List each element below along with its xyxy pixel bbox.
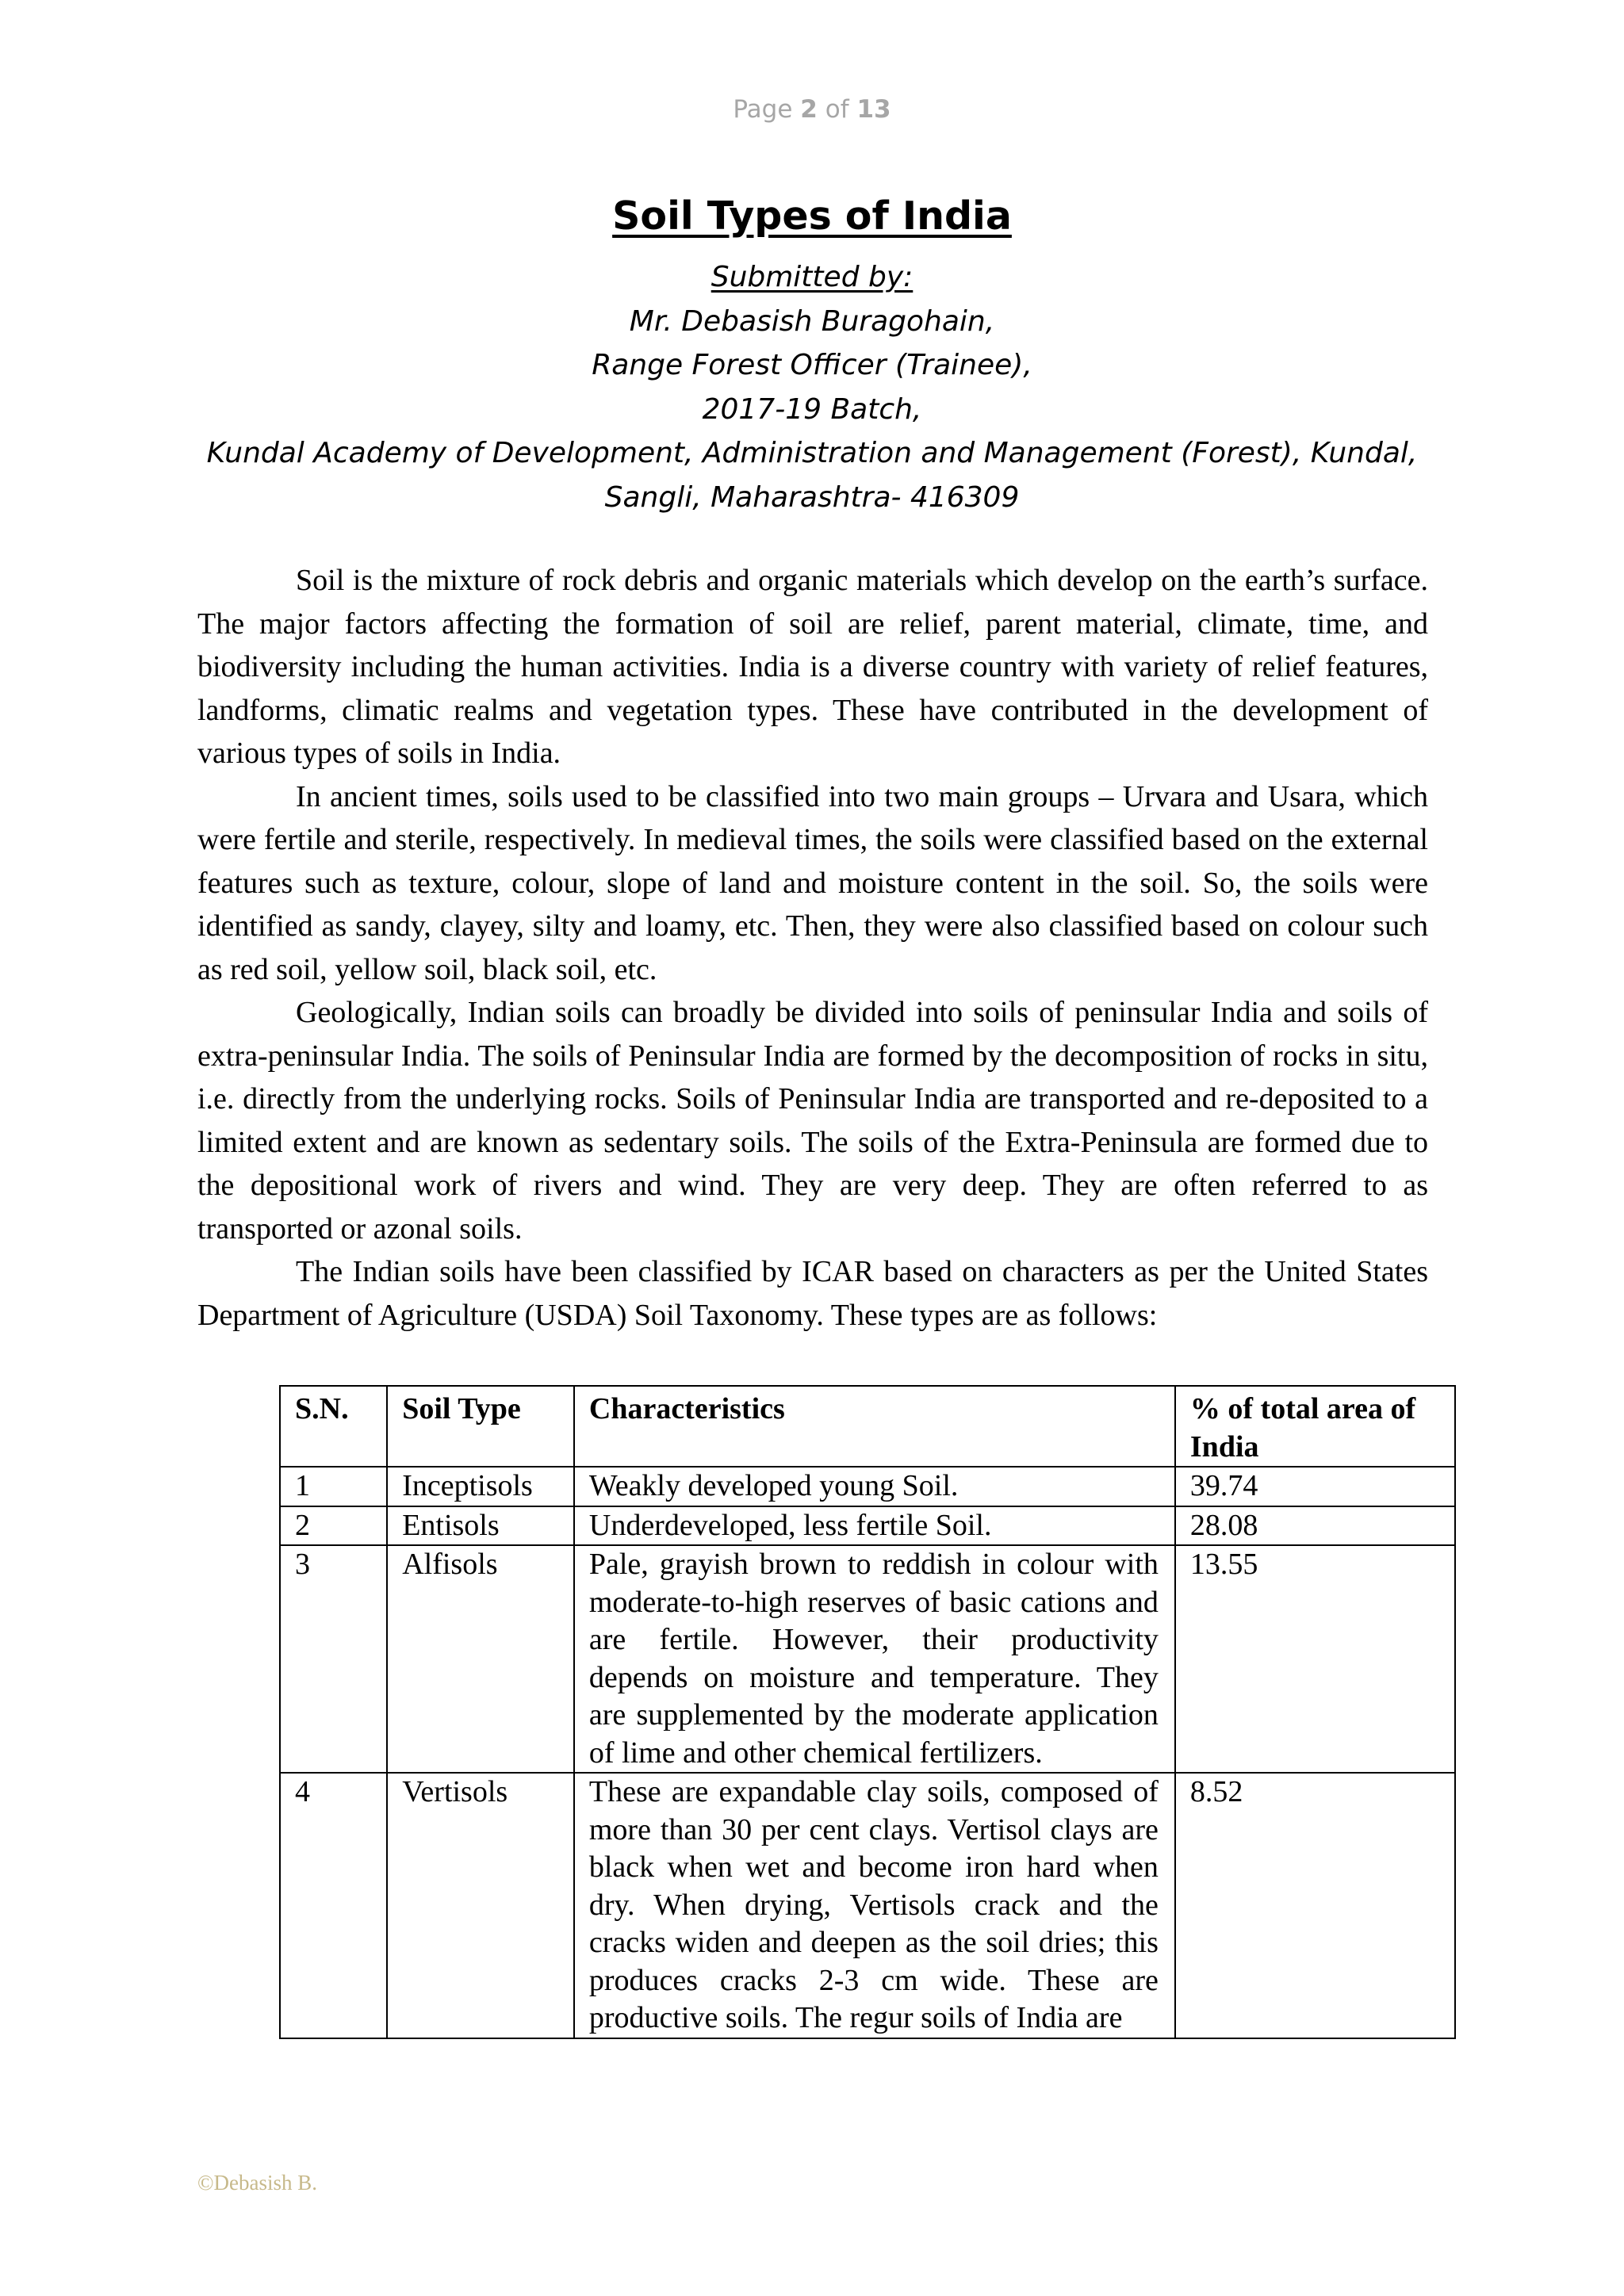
paragraph: In ancient times, soils used to be classified into two main groups – Urvara and Usara, which were fertile and sterile, respectively. In medieval times, the soils were classified based on the external features such as texture, colour, slope of land and moisture content in the soil. So, the soils were identified as sandy, clayey, silty and loamy, etc. Then, they were also classified based on colour such as red soil, yellow soil, black soil, etc. [197,779,1428,986]
cell-soil-type: Alfisols [387,1545,574,1773]
paragraph: The Indian soils have been classified by ICAR based on characters as per the United States Department of Agriculture (USDA) Soil Taxonomy. These types are as follows: [197,1255,1428,1332]
cell-sn: 1 [280,1467,387,1506]
cell-percent: 28.08 [1175,1506,1455,1546]
paragraph: Geologically, Indian soils can broadly be divided into soils of peninsular India and soils of extra-peninsular India. The soils of Peninsular India are formed by the decomposition of rocks in situ, i.e. directly from the underlying rocks. Soils of Peninsular India are transported and re-deposited to a limited extent and are known as sedentary soils. The soils of the Extra-Peninsula are formed due to the depositional work of rivers and wind. They are very deep. They are often referred to as transported or azonal soils. [197,996,1428,1246]
cell-sn: 4 [280,1773,387,2038]
submitted-by-label: Submitted by: [710,261,914,293]
cell-soil-type: Entisols [387,1506,574,1546]
author-block [0,255,1624,519]
document-title: Soil Types of India [612,193,1012,239]
table-header-row [280,1386,1455,1467]
copyright-footer: ©Debasish B. [197,2171,318,2195]
header-sn: S.N. [280,1386,387,1467]
cell-sn: 2 [280,1506,387,1546]
cell-soil-type: Inceptisols [387,1467,574,1506]
cell-characteristics: Underdeveloped, less fertile Soil. [574,1506,1175,1546]
author-batch: 2017-19 Batch, [702,392,922,426]
author-address: Sangli, Maharashtra- 416309 [604,480,1020,514]
page-separator: of [825,95,849,124]
table-row [280,1467,1455,1506]
author-institution: Kundal Academy of Development, Administration and Management (Forest), Kundal, [206,437,1418,469]
table-row [280,1545,1455,1773]
header-characteristics: Characteristics [574,1386,1175,1467]
total-pages: 13 [856,95,891,124]
cell-characteristics: These are expandable clay soils, composed of more than 30 per cent clays. Vertisol clays are black when wet and become iron hard when dry. When drying, Vertisols crack and the cracks widen and deepen as the soil dries; this produces cracks 2-3 cm wide. These are productive soils. The regur soils of India are [574,1773,1175,2038]
soil-types-table [279,1385,1456,2039]
cell-percent: 39.74 [1175,1467,1455,1506]
header-percent-area: % of total area of India [1175,1386,1455,1467]
paragraph: Soil is the mixture of rock debris and organic materials which develop on the earth’s surface. The major factors affecting the formation of soil are relief, parent material, climate, time, and biodiversity including the human activities. India is a diverse country with variety of relief features, landforms, climatic realms and vegetation types. These have contributed in the development of various types of soils in India. [197,564,1428,770]
header-soil-type: Soil Type [387,1386,574,1467]
cell-characteristics: Weakly developed young Soil. [574,1467,1175,1506]
cell-sn: 3 [280,1545,387,1773]
table-row [280,1773,1455,2038]
page-number [0,95,1624,124]
cell-soil-type: Vertisols [387,1773,574,2038]
body-text [197,559,1428,1337]
cell-percent: 8.52 [1175,1773,1455,2038]
cell-percent: 13.55 [1175,1545,1455,1773]
current-page: 2 [800,95,818,124]
author-name: Mr. Debasish Buragohain, [629,304,995,338]
table-row [280,1506,1455,1546]
cell-characteristics: Pale, grayish brown to reddish in colour with moderate-to-high reserves of basic cations and are fertile. However, their productivity depends on moisture and temperature. They are supplemented by the moderate application of lime and other chemical fertilizers. [574,1545,1175,1773]
author-designation: Range Forest Officer (Trainee), [592,349,1032,381]
page-label: Page [733,95,793,124]
